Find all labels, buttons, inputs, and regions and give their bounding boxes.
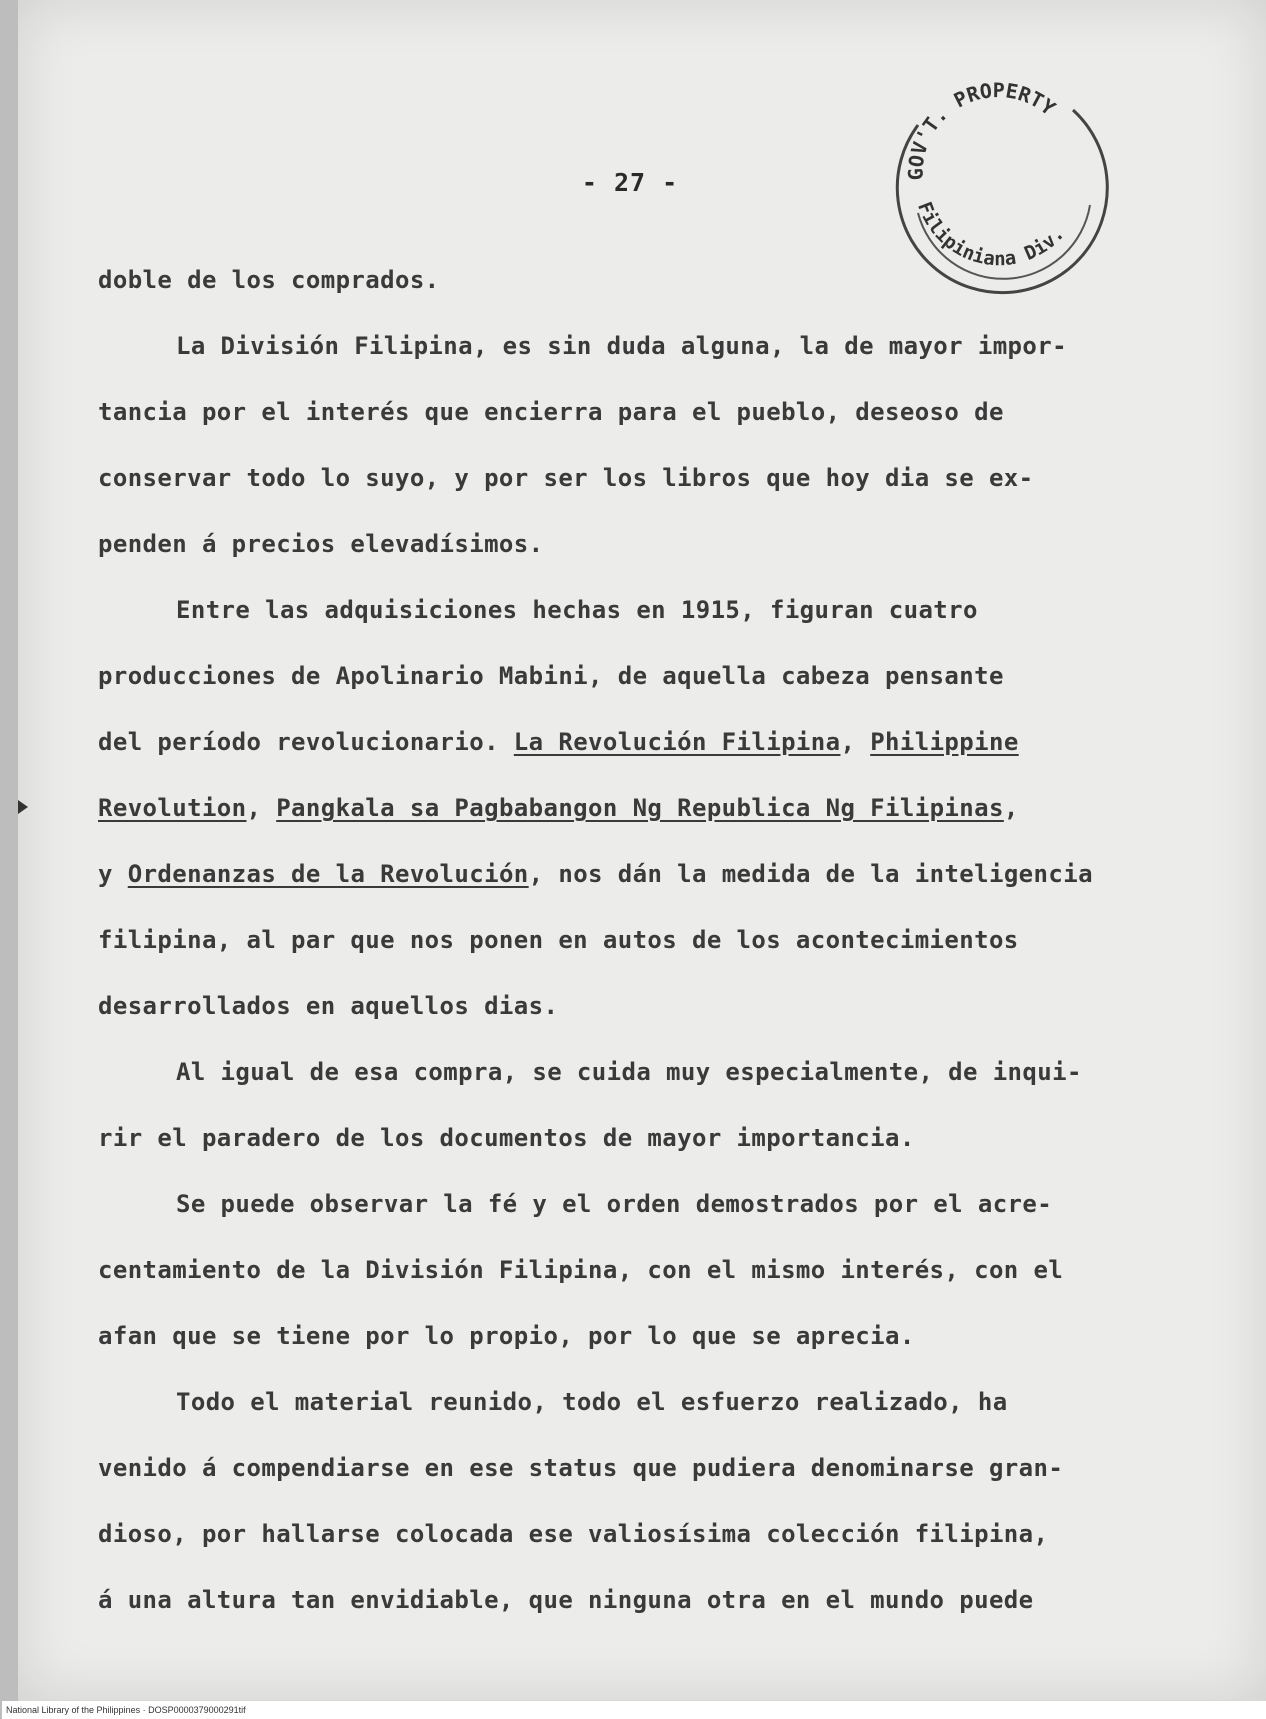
text-line: desarrollados en aquellos dias. <box>98 992 559 1020</box>
text-line: Al igual de esa compra, se cuida muy especialmente, de inqui- <box>176 1058 1082 1086</box>
text-line: Todo el material reunido, todo el esfuerzo realizado, ha <box>176 1388 1008 1416</box>
book-title: Pangkala sa Pagbabangon Ng Republica Ng Filipinas <box>276 794 1004 822</box>
text-line: rir el paradero de los documentos de mayor importancia. <box>98 1124 915 1152</box>
text-line: tancia por el interés que encierra para el pueblo, deseoso de <box>98 398 1004 426</box>
text-line: y Ordenanzas de la Revolución, nos dán la medida de la inteligencia <box>98 860 1093 888</box>
book-title: Revolution <box>98 794 247 822</box>
text-line: del período revolucionario. La Revolución Filipina, Philippine <box>98 728 1019 756</box>
text-line: doble de los comprados. <box>98 266 440 294</box>
text-line: Revolution, Pangkala sa Pagbabangon Ng Republica Ng Filipinas, <box>98 794 1019 822</box>
stamp-top-text: GOV'T. PROPERTY <box>903 78 1060 181</box>
stamp-bottom-text: Filipiniana Div. <box>913 198 1069 271</box>
text-segment: del período revolucionario. <box>98 728 499 756</box>
book-title: Ordenanzas de la Revolución <box>127 860 529 888</box>
text-line: centamiento de la División Filipina, con el mismo interés, con el <box>98 1256 1064 1284</box>
text-line: venido á compendiarse en ese status que pudiera denominarse gran- <box>98 1454 1064 1482</box>
scan-footer: National Library of the Philippines · DOSP0000379000291tif <box>2 1701 1266 1719</box>
book-title: La Revolución Filipina <box>513 728 841 756</box>
text-line: penden á precios elevadísimos. <box>98 530 544 558</box>
svg-text:GOV'T. PROPERTY <box>904 78 1060 180</box>
page-number: - 27 - <box>581 168 679 197</box>
margin-mark <box>18 800 28 814</box>
scan-edge <box>0 0 18 1719</box>
text-segment: nos dán la medida de la inteligencia <box>558 860 1093 888</box>
text-segment: y <box>98 860 113 888</box>
document-body <box>98 265 1158 1651</box>
text-line: La División Filipina, es sin duda alguna, la de mayor impor- <box>176 332 1067 360</box>
stamp-seal <box>878 55 1118 295</box>
text-line: Entre las adquisiciones hechas en 1915, figuran cuatro <box>176 596 978 624</box>
book-title: Philippine <box>870 728 1019 756</box>
text-line: producciones de Apolinario Mabini, de aquella cabeza pensante <box>98 662 1004 690</box>
text-line: dioso, por hallarse colocada ese valiosísima colección filipina, <box>98 1520 1049 1548</box>
svg-text:Filipiniana Div. <box>913 199 1069 270</box>
property-stamp <box>878 55 1118 295</box>
text-line: filipina, al par que nos ponen en autos de los acontecimientos <box>98 926 1019 954</box>
text-line: Se puede observar la fé y el orden demostrados por el acre- <box>176 1190 1053 1218</box>
text-line: á una altura tan envidiable, que ninguna otra en el mundo puede <box>98 1586 1034 1614</box>
text-line: conservar todo lo suyo, y por ser los libros que hoy dia se ex- <box>98 464 1034 492</box>
text-line: afan que se tiene por lo propio, por lo que se aprecia. <box>98 1322 915 1350</box>
